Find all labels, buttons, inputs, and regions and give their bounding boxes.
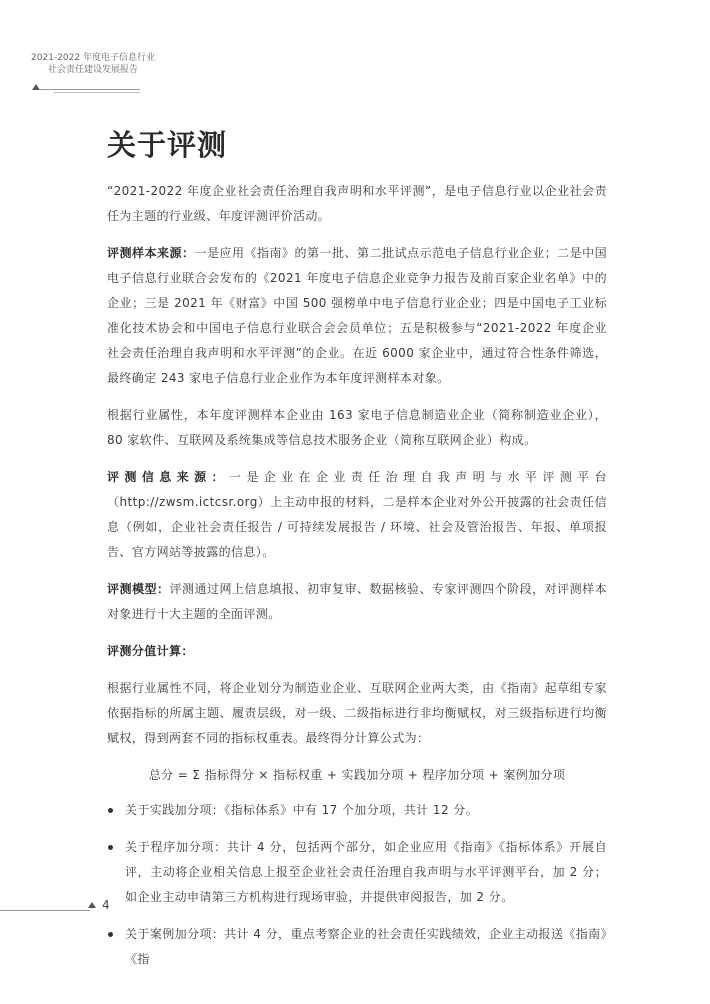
bullet-text: 关于案例加分项：共计 4 分，重点考察企业的社会责任实践绩效，企业主动报送《指南》《指 [125,927,607,966]
sample-source-label: 评测样本来源： [107,246,195,260]
triangle-icon [32,84,40,90]
running-header [18,52,178,76]
info-source-paragraph [107,465,607,565]
bullet-icon [108,808,113,813]
page-number: 4 [102,898,110,912]
bullet-text: 关于程序加分项：共计 4 分，包括两个部分，如企业应用《指南》《指标体系》开展自评，主动将企业相关信息上报至企业社会责任治理自我声明与水平评测平台，加 2 分；如企业主动申请第三方机构进行现场审验，并提供审阅报告，加 2 分。 [125,840,607,904]
score-formula: 总分 = Σ 指标得分 × 指标权重 + 实践加分项 + 程序加分项 + 案例加分项 [148,768,566,782]
header-line-1: 2021-2022 年度电子信息行业 [31,53,155,63]
footer-divider [0,910,90,911]
header-divider-2 [54,92,140,93]
intro-paragraph: “2021-2022 年度企业社会责任治理自我声明和水平评测”，是电子信息行业以企业社会责任为主题的行业级、年度评测评价活动。 [107,184,607,223]
bullet-text: 关于实践加分项：《指标体系》中有 17 个加分项，共计 12 分。 [125,803,478,817]
scoring-heading: 评测分值计算： [107,644,194,658]
header-divider [40,89,140,90]
scoring-paragraph: 根据行业属性不同，将企业划分为制造业企业、互联网企业两大类，由《指南》起草组专家依据指标的所属主题、履责层级，对一级、二级指标进行非均衡赋权，对三级指标进行均衡赋权，得到两套不同的指标权重表。最终得分计算公式为： [107,681,607,745]
bullet-icon [108,932,113,937]
sample-source-paragraph [107,241,607,391]
header-line-2: 社会责任建设发展报告 [47,65,138,75]
model-text: 评测通过网上信息填报、初审复审、数据核验、专家评测四个阶段，对评测样本对象进行十大主题的全面评测。 [107,582,607,621]
model-paragraph [107,577,607,627]
list-item [107,922,607,972]
composition-paragraph: 根据行业属性，本年度评测样本企业由 163 家电子信息制造业企业（简称制造业企业），80 家软件、互联网及系统集成等信息技术服务企业（简称互联网企业）构成。 [107,408,607,447]
list-item [107,798,607,823]
page-footer [0,898,130,918]
model-label: 评测模型： [107,582,170,596]
info-source-text: 一是企业在企业责任治理自我声明与水平评测平台（http://zwsm.ictcsr.org）上主动申报的材料，二是样本企业对外公开披露的社会责任信息（例如，企业社会责任报告 / 可持续发展报告 / 环境、社会及管治报告、年报、单项报告、官方网站等披露的信息）。 [107,470,607,559]
page-content [107,125,607,984]
info-source-label: 评测信息来源： [107,470,229,484]
triangle-icon [88,902,96,908]
header-rule [18,84,136,94]
sample-source-text: 一是应用《指南》的第一批、第二批试点示范电子信息行业企业；二是中国电子信息行业联合会发布的《2021 年度电子信息企业竞争力报告及前百家企业名单》中的企业；三是 2021 年《财富》中国 500 强榜单中电子信息行业企业；四是中国电子工业标准化技术协会和中国电子信息行业联合会会员单位；五是积极参与“2021-2022 年度企业社会责任治理自我声明和水平评测”的企业。在近 6000 家企业中，通过符合性条件筛选，最终确定 243 家电子信息行业企业作为本年度评测样本对象。 [107,246,608,385]
scoring-heading-paragraph [107,639,607,664]
bullet-icon [108,845,113,850]
list-item [107,835,607,910]
page-title: 关于评测 [107,128,228,162]
